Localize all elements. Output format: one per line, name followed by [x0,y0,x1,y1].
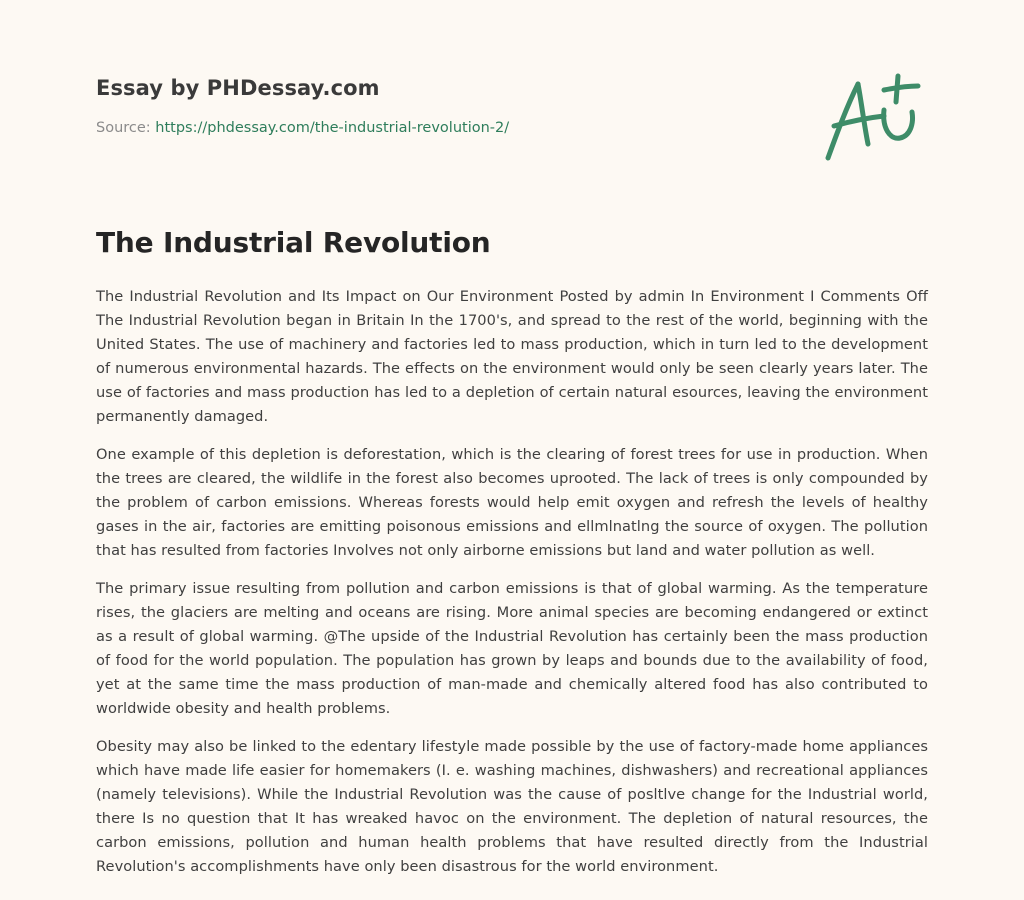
article-body [96,285,928,893]
article-title: The Industrial Revolution [96,226,491,259]
paragraph: Obesity may also be linked to the edentary lifestyle made possible by the use of factory-made home appliances which have made life easier for homemakers (I. e. washing machines, dishwashers) and recreational appliances (namely televisions). While the Industrial Revolution was the cause of posltlve change for the Industrial world, there Is no question that It has wreaked havoc on the environment. The depletion of natural resources, the carbon emissions, pollution and human health problems that have resulted directly from the Industrial Revolution's accomplishments have only been disastrous for the world environment. [96,738,928,875]
paragraph: The primary issue resulting from pollution and carbon emissions is that of global warming. As the temperature rises, the glaciers are melting and oceans are rising. More animal species are becoming endangered or extinct as a result of global warming. @The upside of the Industrial Revolution has certainly been the mass production of food for the world population. The population has grown by leaps and bounds due to the availability of food, yet at the same time the mass production of man-made and chemically altered food has also contributed to worldwide obesity and health problems. [96,580,928,717]
source-link[interactable]: https://phdessay.com/the-industrial-revolution-2/ [155,120,510,136]
page-header [96,76,796,136]
paragraph: One example of this depletion is deforestation, which is the clearing of forest trees for use in production. When the trees are cleared, the wildlife in the forest also becomes uprooted. The lack of trees is only compounded by the problem of carbon emissions. Whereas forests would help emit oxygen and refresh the levels of healthy gases in the air, factories are emitting poisonous emissions and ellmlnatlng the source of oxygen. The pollution that has resulted from factories Involves not only airborne emissions but land and water pollution as well. [96,446,928,559]
source-label: Source: [96,120,151,136]
paragraph: The Industrial Revolution and Its Impact on Our Environment Posted by admin In Environment I Comments Off The Industrial Revolution began in Britain In the 1700's, and spread to the rest of the world, beginning with the United States. The use of machinery and factories led to mass production, which in turn led to the development of numerous environmental hazards. The effects on the environment would only be seen clearly years later. The use of factories and mass production has led to a depletion of certain natural esources, leaving the environment permanently damaged. [96,288,928,425]
site-brand: Essay by PHDessay.com [96,76,380,100]
source-line [96,120,796,136]
a-plus-logo-icon [818,66,930,166]
